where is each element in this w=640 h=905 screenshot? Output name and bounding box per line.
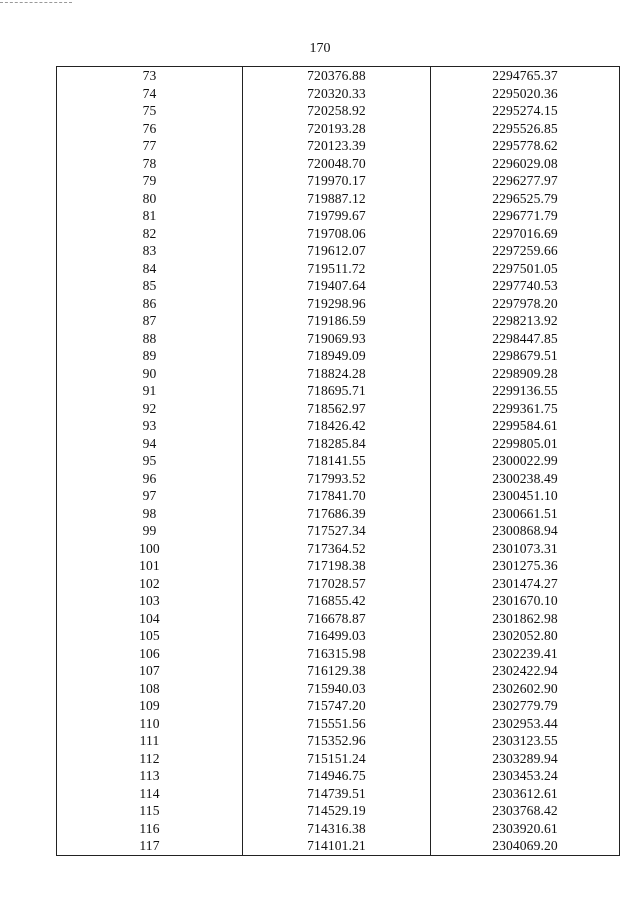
y-coordinate-cell: 2298909.28 bbox=[431, 365, 620, 383]
y-coordinate-cell: 2301862.98 bbox=[431, 610, 620, 628]
x-coordinate-cell: 718824.28 bbox=[243, 365, 431, 383]
table-row bbox=[57, 207, 620, 225]
y-coordinate-cell: 2297978.20 bbox=[431, 295, 620, 313]
y-coordinate-cell: 2297740.53 bbox=[431, 277, 620, 295]
table-row bbox=[57, 330, 620, 348]
x-coordinate-cell: 720376.88 bbox=[243, 67, 431, 85]
table-row bbox=[57, 400, 620, 418]
point-number-cell: 91 bbox=[57, 382, 243, 400]
x-coordinate-cell: 720258.92 bbox=[243, 102, 431, 120]
table-row bbox=[57, 155, 620, 173]
y-coordinate-cell: 2300022.99 bbox=[431, 452, 620, 470]
table-row bbox=[57, 487, 620, 505]
point-number-cell: 105 bbox=[57, 627, 243, 645]
y-coordinate-cell: 2297259.66 bbox=[431, 242, 620, 260]
point-number-cell: 84 bbox=[57, 260, 243, 278]
point-number-cell: 108 bbox=[57, 680, 243, 698]
y-coordinate-cell: 2299361.75 bbox=[431, 400, 620, 418]
point-number-cell: 112 bbox=[57, 750, 243, 768]
table-row bbox=[57, 820, 620, 838]
x-coordinate-cell: 719407.64 bbox=[243, 277, 431, 295]
x-coordinate-cell: 718949.09 bbox=[243, 347, 431, 365]
point-number-cell: 75 bbox=[57, 102, 243, 120]
x-coordinate-cell: 718426.42 bbox=[243, 417, 431, 435]
table-row bbox=[57, 610, 620, 628]
point-number-cell: 94 bbox=[57, 435, 243, 453]
table-row bbox=[57, 417, 620, 435]
point-number-cell: 107 bbox=[57, 662, 243, 680]
point-number-cell: 78 bbox=[57, 155, 243, 173]
x-coordinate-cell: 715151.24 bbox=[243, 750, 431, 768]
point-number-cell: 92 bbox=[57, 400, 243, 418]
y-coordinate-cell: 2301670.10 bbox=[431, 592, 620, 610]
point-number-cell: 93 bbox=[57, 417, 243, 435]
table-row bbox=[57, 645, 620, 663]
point-number-cell: 76 bbox=[57, 120, 243, 138]
y-coordinate-cell: 2303612.61 bbox=[431, 785, 620, 803]
x-coordinate-cell: 716678.87 bbox=[243, 610, 431, 628]
point-number-cell: 102 bbox=[57, 575, 243, 593]
point-number-cell: 80 bbox=[57, 190, 243, 208]
y-coordinate-cell: 2296771.79 bbox=[431, 207, 620, 225]
table-row bbox=[57, 540, 620, 558]
point-number-cell: 82 bbox=[57, 225, 243, 243]
x-coordinate-cell: 718285.84 bbox=[243, 435, 431, 453]
x-coordinate-cell: 717198.38 bbox=[243, 557, 431, 575]
y-coordinate-cell: 2300238.49 bbox=[431, 470, 620, 488]
point-number-cell: 110 bbox=[57, 715, 243, 733]
y-coordinate-cell: 2300661.51 bbox=[431, 505, 620, 523]
y-coordinate-cell: 2301474.27 bbox=[431, 575, 620, 593]
table-row bbox=[57, 85, 620, 103]
table-row bbox=[57, 662, 620, 680]
table-row bbox=[57, 225, 620, 243]
table-row bbox=[57, 102, 620, 120]
point-number-cell: 79 bbox=[57, 172, 243, 190]
coordinate-table bbox=[56, 66, 620, 856]
table-row bbox=[57, 435, 620, 453]
x-coordinate-cell: 720320.33 bbox=[243, 85, 431, 103]
x-coordinate-cell: 720123.39 bbox=[243, 137, 431, 155]
y-coordinate-cell: 2295778.62 bbox=[431, 137, 620, 155]
x-coordinate-cell: 718695.71 bbox=[243, 382, 431, 400]
point-number-cell: 86 bbox=[57, 295, 243, 313]
y-coordinate-cell: 2297016.69 bbox=[431, 225, 620, 243]
y-coordinate-cell: 2303920.61 bbox=[431, 820, 620, 838]
point-number-cell: 83 bbox=[57, 242, 243, 260]
table-row bbox=[57, 470, 620, 488]
x-coordinate-cell: 717841.70 bbox=[243, 487, 431, 505]
x-coordinate-cell: 716315.98 bbox=[243, 645, 431, 663]
point-number-cell: 74 bbox=[57, 85, 243, 103]
x-coordinate-cell: 719186.59 bbox=[243, 312, 431, 330]
y-coordinate-cell: 2298213.92 bbox=[431, 312, 620, 330]
x-coordinate-cell: 718562.97 bbox=[243, 400, 431, 418]
table-row bbox=[57, 697, 620, 715]
point-number-cell: 85 bbox=[57, 277, 243, 295]
x-coordinate-cell: 719887.12 bbox=[243, 190, 431, 208]
x-coordinate-cell: 719298.96 bbox=[243, 295, 431, 313]
table-row bbox=[57, 172, 620, 190]
x-coordinate-cell: 719970.17 bbox=[243, 172, 431, 190]
x-coordinate-cell: 714529.19 bbox=[243, 802, 431, 820]
x-coordinate-cell: 714101.21 bbox=[243, 837, 431, 855]
x-coordinate-cell: 718141.55 bbox=[243, 452, 431, 470]
y-coordinate-cell: 2299584.61 bbox=[431, 417, 620, 435]
y-coordinate-cell: 2302953.44 bbox=[431, 715, 620, 733]
y-coordinate-cell: 2302239.41 bbox=[431, 645, 620, 663]
table-row bbox=[57, 260, 620, 278]
y-coordinate-cell: 2296525.79 bbox=[431, 190, 620, 208]
y-coordinate-cell: 2302779.79 bbox=[431, 697, 620, 715]
y-coordinate-cell: 2295526.85 bbox=[431, 120, 620, 138]
x-coordinate-cell: 717686.39 bbox=[243, 505, 431, 523]
table-row bbox=[57, 365, 620, 383]
y-coordinate-cell: 2302602.90 bbox=[431, 680, 620, 698]
x-coordinate-cell: 716855.42 bbox=[243, 592, 431, 610]
x-coordinate-cell: 719708.06 bbox=[243, 225, 431, 243]
point-number-cell: 115 bbox=[57, 802, 243, 820]
coordinate-table-body bbox=[57, 67, 620, 856]
scan-corner-mark bbox=[0, 2, 72, 3]
y-coordinate-cell: 2302422.94 bbox=[431, 662, 620, 680]
x-coordinate-cell: 717527.34 bbox=[243, 522, 431, 540]
x-coordinate-cell: 714739.51 bbox=[243, 785, 431, 803]
y-coordinate-cell: 2300451.10 bbox=[431, 487, 620, 505]
x-coordinate-cell: 719799.67 bbox=[243, 207, 431, 225]
point-number-cell: 81 bbox=[57, 207, 243, 225]
y-coordinate-cell: 2294765.37 bbox=[431, 67, 620, 85]
point-number-cell: 103 bbox=[57, 592, 243, 610]
point-number-cell: 109 bbox=[57, 697, 243, 715]
point-number-cell: 101 bbox=[57, 557, 243, 575]
y-coordinate-cell: 2295020.36 bbox=[431, 85, 620, 103]
table-row bbox=[57, 592, 620, 610]
y-coordinate-cell: 2300868.94 bbox=[431, 522, 620, 540]
y-coordinate-cell: 2304069.20 bbox=[431, 837, 620, 855]
x-coordinate-cell: 715352.96 bbox=[243, 732, 431, 750]
point-number-cell: 100 bbox=[57, 540, 243, 558]
table-row bbox=[57, 837, 620, 855]
x-coordinate-cell: 714316.38 bbox=[243, 820, 431, 838]
x-coordinate-cell: 716499.03 bbox=[243, 627, 431, 645]
table-row bbox=[57, 785, 620, 803]
x-coordinate-cell: 714946.75 bbox=[243, 767, 431, 785]
point-number-cell: 89 bbox=[57, 347, 243, 365]
point-number-cell: 73 bbox=[57, 67, 243, 85]
table-row bbox=[57, 452, 620, 470]
table-row bbox=[57, 767, 620, 785]
y-coordinate-cell: 2299136.55 bbox=[431, 382, 620, 400]
table-row bbox=[57, 627, 620, 645]
y-coordinate-cell: 2297501.05 bbox=[431, 260, 620, 278]
point-number-cell: 114 bbox=[57, 785, 243, 803]
point-number-cell: 95 bbox=[57, 452, 243, 470]
y-coordinate-cell: 2296277.97 bbox=[431, 172, 620, 190]
table-row bbox=[57, 312, 620, 330]
point-number-cell: 97 bbox=[57, 487, 243, 505]
y-coordinate-cell: 2302052.80 bbox=[431, 627, 620, 645]
x-coordinate-cell: 715551.56 bbox=[243, 715, 431, 733]
table-row bbox=[57, 802, 620, 820]
table-row bbox=[57, 190, 620, 208]
table-row bbox=[57, 680, 620, 698]
point-number-cell: 87 bbox=[57, 312, 243, 330]
x-coordinate-cell: 715940.03 bbox=[243, 680, 431, 698]
x-coordinate-cell: 720193.28 bbox=[243, 120, 431, 138]
y-coordinate-cell: 2299805.01 bbox=[431, 435, 620, 453]
y-coordinate-cell: 2298679.51 bbox=[431, 347, 620, 365]
y-coordinate-cell: 2301073.31 bbox=[431, 540, 620, 558]
y-coordinate-cell: 2295274.15 bbox=[431, 102, 620, 120]
table-row bbox=[57, 67, 620, 85]
point-number-cell: 77 bbox=[57, 137, 243, 155]
table-row bbox=[57, 750, 620, 768]
x-coordinate-cell: 715747.20 bbox=[243, 697, 431, 715]
table-row bbox=[57, 242, 620, 260]
x-coordinate-cell: 719069.93 bbox=[243, 330, 431, 348]
point-number-cell: 116 bbox=[57, 820, 243, 838]
page-number: 170 bbox=[309, 41, 331, 56]
point-number-cell: 111 bbox=[57, 732, 243, 750]
y-coordinate-cell: 2303453.24 bbox=[431, 767, 620, 785]
point-number-cell: 117 bbox=[57, 837, 243, 855]
point-number-cell: 99 bbox=[57, 522, 243, 540]
y-coordinate-cell: 2303123.55 bbox=[431, 732, 620, 750]
point-number-cell: 104 bbox=[57, 610, 243, 628]
table-row bbox=[57, 575, 620, 593]
table-row bbox=[57, 295, 620, 313]
table-row bbox=[57, 382, 620, 400]
table-row bbox=[57, 347, 620, 365]
table-row bbox=[57, 505, 620, 523]
y-coordinate-cell: 2301275.36 bbox=[431, 557, 620, 575]
point-number-cell: 88 bbox=[57, 330, 243, 348]
point-number-cell: 90 bbox=[57, 365, 243, 383]
point-number-cell: 106 bbox=[57, 645, 243, 663]
table-row bbox=[57, 522, 620, 540]
x-coordinate-cell: 716129.38 bbox=[243, 662, 431, 680]
point-number-cell: 98 bbox=[57, 505, 243, 523]
table-row bbox=[57, 120, 620, 138]
x-coordinate-cell: 720048.70 bbox=[243, 155, 431, 173]
point-number-cell: 113 bbox=[57, 767, 243, 785]
x-coordinate-cell: 719612.07 bbox=[243, 242, 431, 260]
y-coordinate-cell: 2303289.94 bbox=[431, 750, 620, 768]
point-number-cell: 96 bbox=[57, 470, 243, 488]
x-coordinate-cell: 717993.52 bbox=[243, 470, 431, 488]
table-row bbox=[57, 277, 620, 295]
y-coordinate-cell: 2296029.08 bbox=[431, 155, 620, 173]
table-row bbox=[57, 557, 620, 575]
y-coordinate-cell: 2298447.85 bbox=[431, 330, 620, 348]
y-coordinate-cell: 2303768.42 bbox=[431, 802, 620, 820]
x-coordinate-cell: 717364.52 bbox=[243, 540, 431, 558]
table-row bbox=[57, 137, 620, 155]
table-row bbox=[57, 715, 620, 733]
table-row bbox=[57, 732, 620, 750]
x-coordinate-cell: 717028.57 bbox=[243, 575, 431, 593]
x-coordinate-cell: 719511.72 bbox=[243, 260, 431, 278]
